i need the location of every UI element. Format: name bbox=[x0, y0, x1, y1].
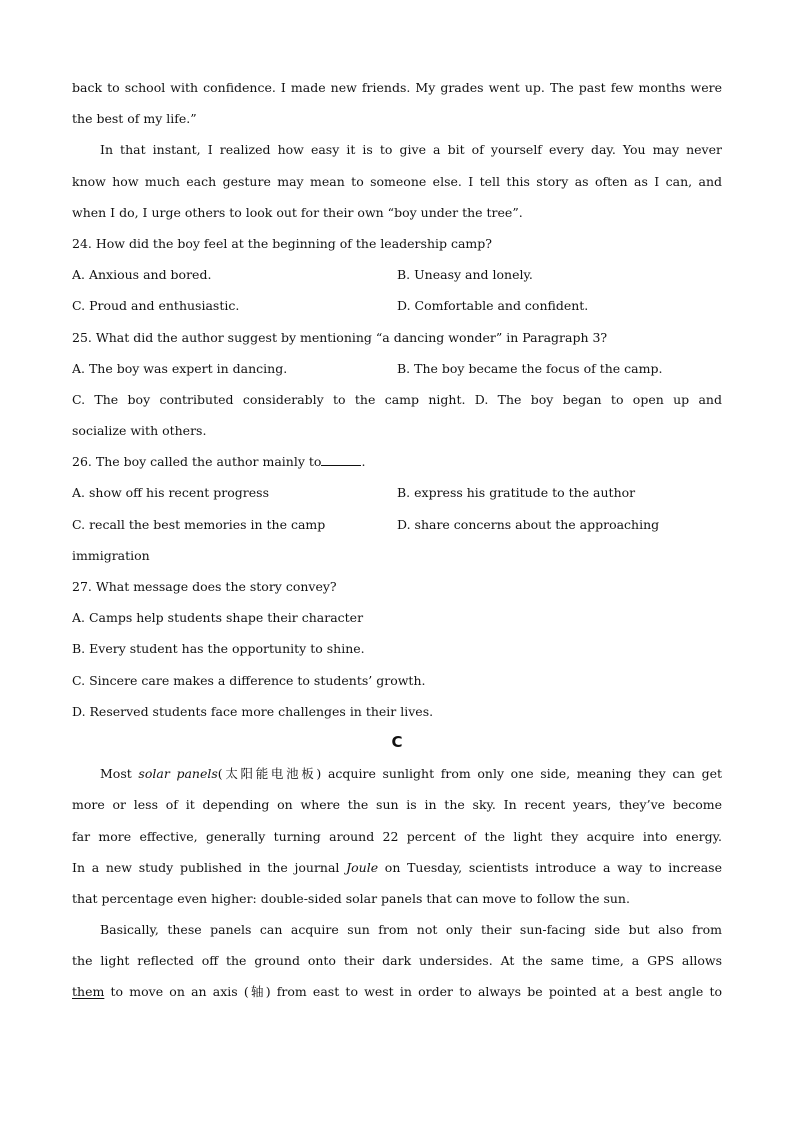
option-b: B. express his gratitude to the author bbox=[397, 485, 636, 501]
option-b: B. Every student has the opportunity to shine. bbox=[72, 641, 365, 657]
passage-line: that percentage even higher: double-sided solar panels that can move to follow the sun. bbox=[72, 890, 630, 906]
question-26-options-row2 bbox=[72, 509, 722, 540]
option-a: A. The boy was expert in dancing. bbox=[72, 360, 288, 376]
passage-line bbox=[72, 758, 722, 789]
text-run: Most bbox=[100, 766, 139, 782]
answer-blank bbox=[321, 451, 361, 466]
underlined-word-them: them bbox=[72, 984, 105, 1000]
passage-line: far more effective, generally turning around 22 percent of the light they acquire into energy. bbox=[72, 828, 722, 844]
text-run: (太阳能电池板) acquire sunlight from only one side, meaning they can get bbox=[217, 766, 722, 782]
question-26-stem-text: 26. The boy called the author mainly to bbox=[72, 454, 322, 470]
option-c: C. Proud and enthusiastic. bbox=[72, 298, 240, 314]
option-a: A. Camps help students shape their character bbox=[72, 610, 364, 626]
question-26-options-row1 bbox=[72, 477, 722, 508]
text-run: In a new study published in the journal bbox=[72, 859, 347, 875]
passage-line: when I do, I urge others to look out for their own “boy under the tree”. bbox=[72, 204, 523, 220]
section-heading-c: C bbox=[391, 732, 403, 751]
question-25-options-row1 bbox=[72, 353, 722, 384]
option-d: D. share concerns about the approaching bbox=[397, 516, 660, 532]
text-run: on Tuesday, scientists introduce a way to increase bbox=[378, 859, 722, 875]
question-26-stem bbox=[72, 446, 722, 477]
question-24-stem: 24. How did the boy feel at the beginning of the leadership camp? bbox=[72, 235, 492, 251]
question-26-stem-end: . bbox=[361, 454, 366, 470]
option-d-continued: immigration bbox=[72, 547, 150, 563]
option-c: C. Sincere care makes a difference to students’ growth. bbox=[72, 672, 426, 688]
question-27-stem: 27. What message does the story convey? bbox=[72, 579, 337, 594]
passage-line: know how much each gesture may mean to someone else. I tell this story as often as I can, and bbox=[72, 173, 722, 189]
term-solar-panels: solar panels bbox=[138, 766, 218, 782]
journal-name: Joule bbox=[346, 859, 379, 875]
question-24-options-row2 bbox=[72, 290, 722, 321]
passage-line: Basically, these panels can acquire sun from not only their sun-facing side but also from bbox=[100, 922, 722, 938]
option-b: B. The boy became the focus of the camp. bbox=[397, 360, 663, 376]
passage-line: the light reflected off the ground onto their dark undersides. At the same time, a GPS allows bbox=[72, 953, 722, 969]
option-d: D. Comfortable and confident. bbox=[397, 298, 589, 314]
text-run: to move on an axis (轴) from east to west in order to always be pointed at a best angle to bbox=[104, 984, 722, 1000]
passage-line bbox=[72, 852, 722, 883]
passage-line: more or less of it depending on where the sun is in the sky. In recent years, they’ve become bbox=[72, 797, 722, 813]
option-a: A. show off his recent progress bbox=[72, 485, 269, 501]
option-a: A. Anxious and bored. bbox=[72, 267, 212, 283]
question-25-options-row2: C. The boy contributed considerably to the camp night. D. The boy began to open up and bbox=[72, 391, 722, 407]
passage-line: the best of my life.” bbox=[72, 111, 197, 127]
question-24-options-row1 bbox=[72, 259, 722, 290]
passage-line: back to school with confidence. I made new friends. My grades went up. The past few months were bbox=[72, 80, 722, 95]
passage-line: In that instant, I realized how easy it is to give a bit of yourself every day. You may never bbox=[100, 142, 722, 158]
question-25-stem: 25. What did the author suggest by mentioning “a dancing wonder” in Paragraph 3? bbox=[72, 329, 608, 345]
option-d-continued: socialize with others. bbox=[72, 423, 207, 439]
option-d: D. Reserved students face more challenges in their lives. bbox=[72, 703, 434, 719]
passage-line bbox=[72, 976, 722, 1007]
option-c: C. recall the best memories in the camp bbox=[72, 516, 326, 532]
option-b: B. Uneasy and lonely. bbox=[397, 267, 533, 283]
